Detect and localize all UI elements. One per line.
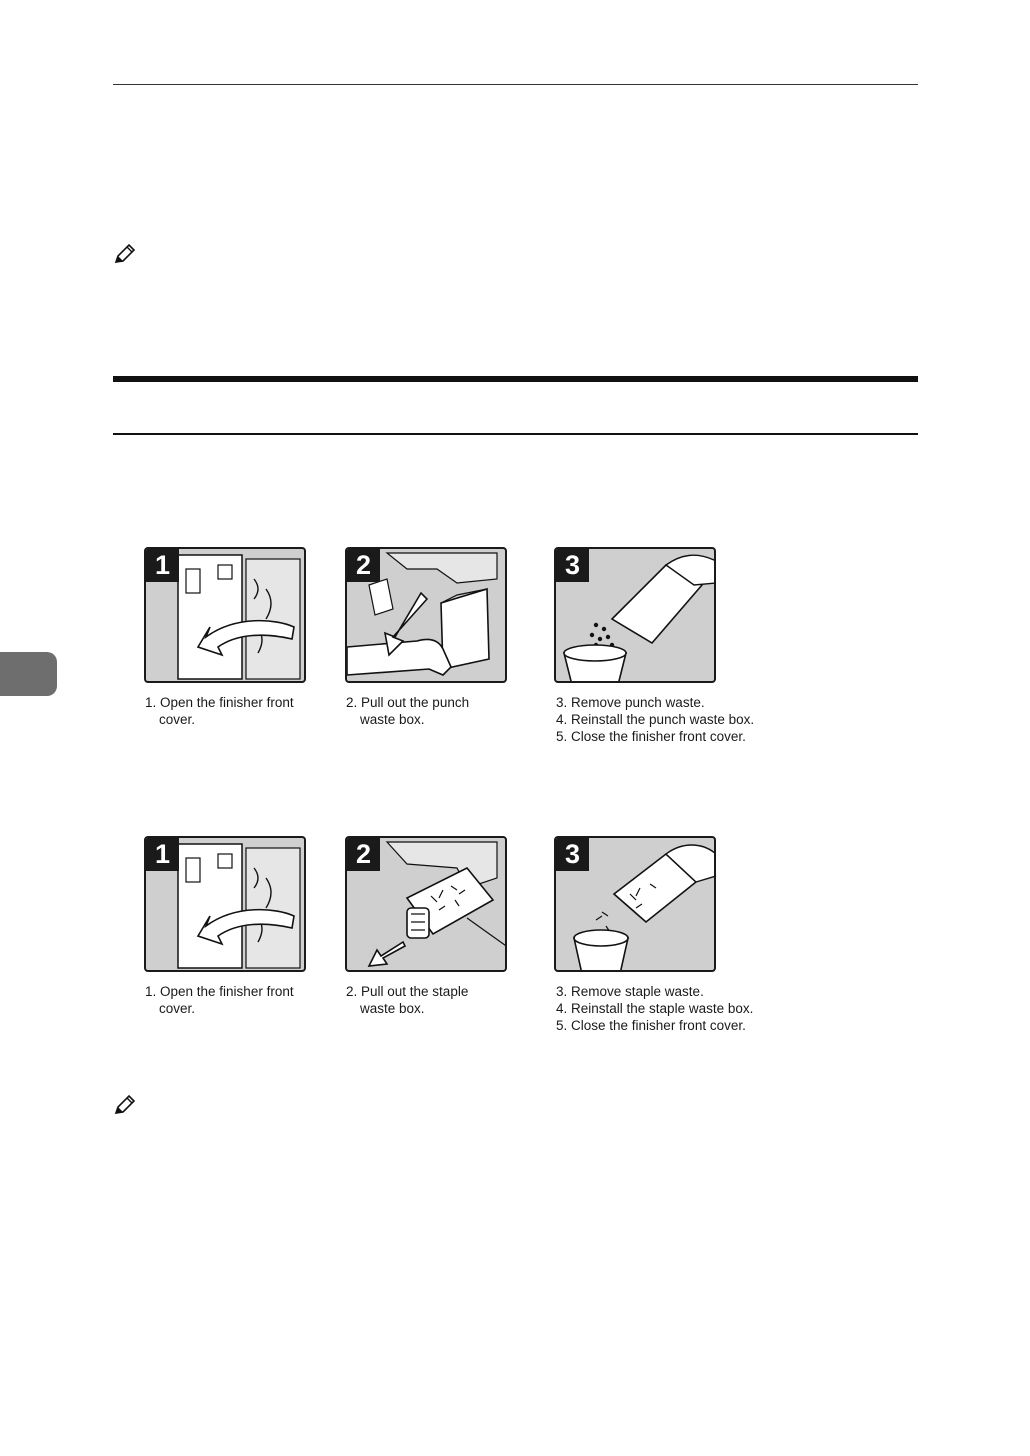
step-number: 2 xyxy=(347,549,380,582)
step-number: 3 xyxy=(556,838,589,871)
punch-step-3-illustration xyxy=(554,547,716,683)
step-number: 1 xyxy=(146,838,179,871)
step-number: 3 xyxy=(556,549,589,582)
staple-step-3-illustration xyxy=(554,836,716,972)
punch-step-2-illustration xyxy=(345,547,507,683)
section-rule-thick xyxy=(113,376,918,382)
step-number: 2 xyxy=(347,838,380,871)
section-rule-thin xyxy=(113,433,918,435)
staple-step-3-caption: 3. Remove staple waste. 4. Reinstall the staple waste box. 5. Close the finisher front cover. xyxy=(556,984,754,1033)
staple-step-2-illustration xyxy=(345,836,507,972)
punch-step-2-caption: 2. Pull out the punch waste box. xyxy=(346,695,470,727)
header-rule xyxy=(113,84,918,85)
punch-step-3-caption: 3. Remove punch waste. 4. Reinstall the punch waste box. 5. Close the finisher front cover. xyxy=(556,695,755,744)
staple-step-1-illustration xyxy=(144,836,306,972)
pencil-note-icon xyxy=(113,242,137,266)
pencil-note-icon xyxy=(113,1093,137,1117)
chapter-tab xyxy=(0,652,57,696)
punch-step-1-illustration xyxy=(144,547,306,683)
staple-step-1-caption: 1. Open the finisher front cover. xyxy=(145,984,294,1016)
staple-step-2-caption: 2. Pull out the staple waste box. xyxy=(346,984,469,1016)
punch-step-1-caption: 1. Open the finisher front cover. xyxy=(145,695,294,727)
step-number: 1 xyxy=(146,549,179,582)
